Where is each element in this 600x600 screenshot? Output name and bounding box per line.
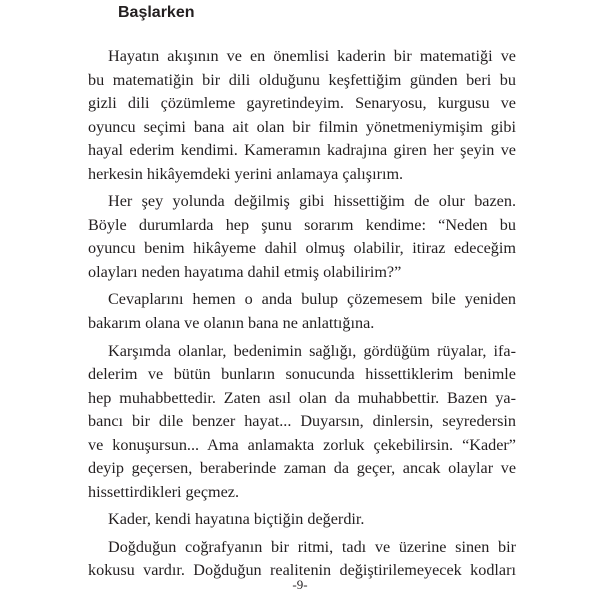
text-line: Karşımda olanlar, bedenimin sağlığı, gördüğüm rüyalar, ifa- (108, 341, 516, 360)
text-line: Her şey yolunda değilmiş gibi hissettiğim de olur bazen. (108, 192, 516, 211)
text-line: kokusu vardır. Doğduğun realitenin değiştirilemeyecek kodları (88, 561, 516, 580)
text-line: Cevaplarını hemen o anda bulup çözemesem bile yeniden (108, 290, 516, 309)
text-line: gizli dili çözümleme gayretindeyim. Senaryosu, kurgusu ve (88, 94, 516, 113)
paragraph (88, 340, 516, 505)
text-line: Hayatın akışının ve en önemlisi kaderin bir matematiği ve (108, 47, 516, 65)
paragraph (88, 288, 516, 335)
text-line: bakarım olana ve olanın bana ne anlattığına. (88, 314, 375, 333)
body-text (88, 45, 516, 583)
text-line: oyuncu benim hikâyeme dahil olmuş olabilir, itiraz edeceğim (88, 239, 516, 258)
paragraph (88, 45, 516, 186)
paragraph (88, 508, 516, 532)
text-line: oyuncu seçimi bana ait olan bir filmin yönetmeniymişim gibi (88, 117, 516, 136)
paragraph (88, 190, 516, 284)
text-line: Böyle durumlarda hep şunu sorarım kendime: “Neden bu (88, 215, 516, 234)
text-line: Kader, kendi hayatına biçtiğin değerdir. (108, 510, 365, 529)
text-line: deyip geçersen, beraberinde zaman da geçer, ancak olaylar ve (88, 459, 516, 478)
text-line: olayları neden hayatıma dahil etmiş olabilirim?” (88, 262, 402, 281)
text-line: bancı bir dile benzer hayat... Duyarsın, dinlersin, seyredersin (88, 412, 516, 431)
text-line: bu matematiğin bir dili olduğunu keşfettiğim günden beri bu (88, 70, 516, 89)
section-heading: Başlarken (118, 4, 195, 21)
text-line: hep muhabbettedir. Zaten asıl olan da muhabbettir. Bazen ya- (88, 388, 516, 407)
text-line: herkesin hikâyemdeki yerini anlamaya çalışırım. (88, 164, 404, 183)
page-number: -9- (292, 577, 308, 592)
text-line: delerim ve bütün bunların sonucunda hissettiklerim benimle (88, 365, 516, 384)
text-line: ve konuşursun... Ama anlamakta zorluk çekebilirsin. “Kader” (88, 435, 516, 454)
text-line: hissettirdikleri geçmez. (88, 482, 240, 501)
text-line: hayal ederim kendimi. Kameramın kadrajına giren her şeyin ve (88, 141, 516, 160)
text-line: Doğduğun coğrafyanın bir ritmi, tadı ve üzerine sinen bir (108, 537, 516, 556)
